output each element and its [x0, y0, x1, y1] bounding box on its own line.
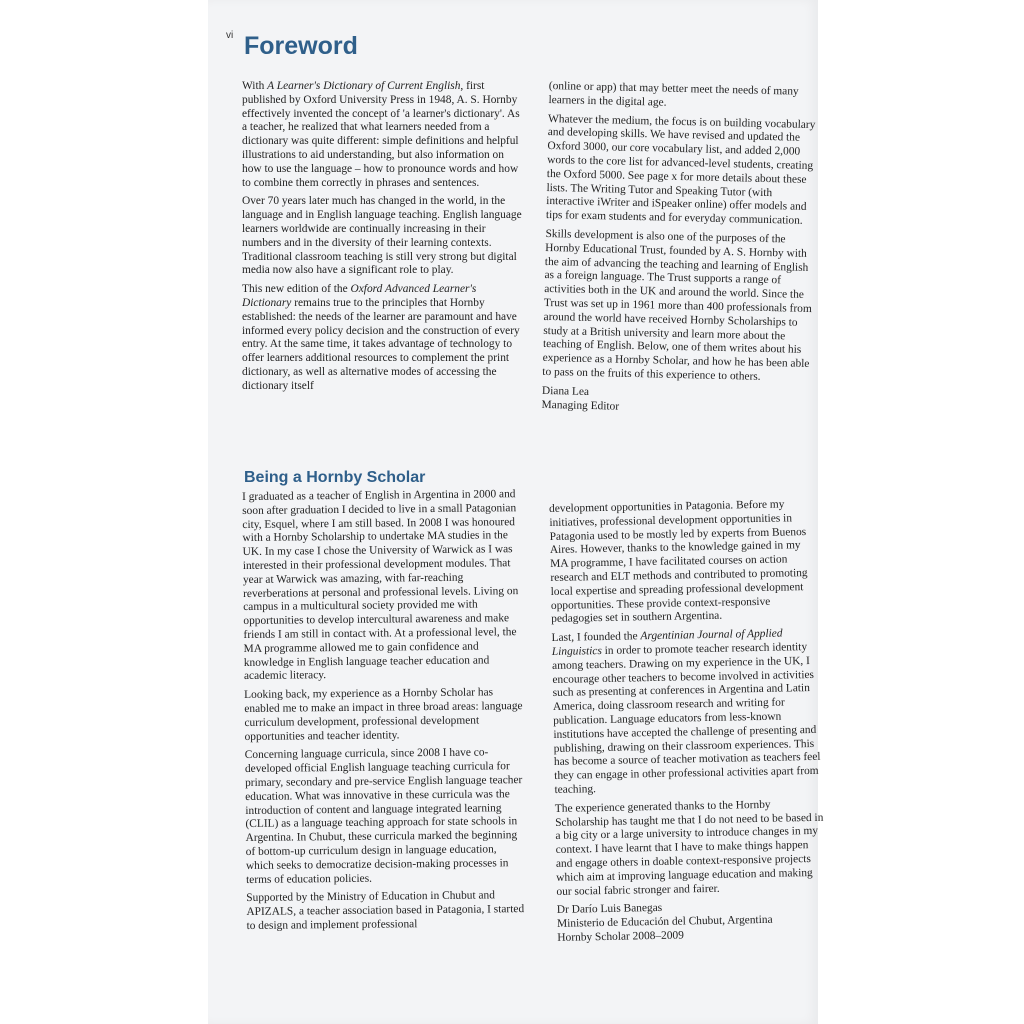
foreword-paragraph-1: With A Learner's Dictionary of Current English, first published by Oxford University Press in 1948, A. S. Hornby effectively invented the concept of 'a learner's dictionary'. As a teacher, he realized that what learners needed from a dictionary was quite different: simple definitions and helpful illustrations to aid understanding, but also information on how to use the language – how to pronounce words and how to combine them correctly in phrases and sentences. — [242, 80, 520, 189]
foreword-paragraph-4: (online or app) that may better meet the needs of many learners in the digital age. — [548, 80, 799, 109]
journal-title: Argentinian Journal of Applied Linguistics — [551, 627, 783, 658]
scholar-column-left — [242, 488, 527, 939]
scholar-signature-name: Dr Darío Luis Banegas — [556, 902, 663, 917]
scholar-paragraph-3: Concerning language curricula, since 2008 I have co-developed official English language teaching curricula for primary, secondary and pre-service English language teacher education. What was innovative in these curricula was the introduction of content and language integrated learning (CLIL) as a language teaching approach for state schools in Argentina. In Chubut, these curricula marked the beginning of bottom-up curriculum design in language education, which seeks to democratize decision-making processes in terms of education policies. — [244, 746, 523, 886]
scholar-paragraph-6: Last, I founded the Argentinian Journal of Applied Linguistics in order to promote teacher research identity among teachers. Drawing on my experience in the UK, I encourage other teachers to become involved in activities such as presenting at conferences in Argentina and Latin America, doing classroom research and writing for publication. Language educators from less-known institutions have accepted the challenge of presenting and publishing, drawing on their classroom experiences. This has become a source of teacher motivation as teachers feel they can engage in other professional activities apart from teaching. — [551, 627, 821, 796]
scholar-paragraph-5: development opportunities in Patagonia. Before my initiatives, professional development opportunities in Patagonia used to be mostly led by experts from Buenos Aires. However, thanks to the knowledge gained in my MA programme, I have facilitated courses on action research and ELT methods and contributed to promoting local expertise and spreading professional development opportunities. These provide context-responsive pedagogies set in southern Argentina. — [549, 498, 808, 626]
scholar-signature-role: Hornby Scholar 2008–2009 — [557, 929, 685, 944]
book-title: A Learner's Dictionary of Current English — [267, 80, 461, 92]
section-heading: Being a Hornby Scholar — [244, 469, 426, 486]
scholar-paragraph-2: Looking back, my experience as a Hornby Scholar has enabled me to make an impact in three broad areas: language curriculum development, professional development opportunities and teacher identity. — [244, 686, 523, 743]
scholar-paragraph-1: I graduated as a teacher of English in Argentina in 2000 and soon after graduation I decided to live in a small Patagonian city, Esquel, where I am still based. In 2008 I was honoured with a Hornby Scholarship to undertake MA studies in the UK. In my case I chose the University of Warwick as I was interested in their professional development modules. That year at Warwick was amazing, with far-reaching reverberations at personal and professional levels. Living on campus in a multicultural society provided me with opportunities to develop intercultural awareness and make friends I am still in contact with. At a professional level, the MA programme allowed me to gain confidence and knowledge in English language teacher education and academic literacy. — [242, 488, 519, 683]
scholar-paragraph-4: Supported by the Ministry of Education in Chubut and APIZALS, a teacher association based in Patagonia, I started to design and implement professional — [246, 889, 525, 932]
foreword-signature-name: Diana Lea — [541, 384, 590, 398]
scholar-column-right — [549, 498, 827, 946]
foreword-paragraph-6: Skills development is also one of the purposes of the Hornby Educational Trust, founded by A. S. Hornby with the aim of advancing the teaching and learning of English as a foreign language. The Trust supports a range of activities both in the UK and around the world. Since the Trust was set up in 1961 more than 400 professionals from around the world have received Hornby Scholarships to study at a British university and learn more about the teaching of English. Below, one of them writes about his experience as a Hornby Scholar, and how he has been able to pass on the fruits of this experience to others. — [542, 227, 812, 383]
page-number: vi — [226, 30, 234, 41]
foreword-column-left — [242, 80, 522, 399]
foreword-signature-role: Managing Editor — [541, 398, 620, 413]
page-title: Foreword — [244, 32, 358, 60]
dictionary-title: Oxford Advanced Learner's Dictionary — [242, 283, 477, 309]
scholar-paragraph-7: The experience generated thanks to the Hornby Scholarship has taught me that I do not need to be based in a big city or a large university to introduce changes in my context. I have learnt that I have to make things happen and engage others in doable context-responsive projects which aim at improving language education and making our social fabric stronger and fairer. — [554, 798, 824, 898]
foreword-paragraph-5: Whatever the medium, the focus is on building vocabulary and developing skills. We have revised and updated the Oxford 3000, our core vocabulary list, and added 2,000 words to the core list for advanced-level students, creating the Oxford 5000. See page x for more details about these lists. The Writing Tutor and Speaking Tutor (with interactive iWriter and iSpeaker online) offer models and tips for exam students and for everyday communication. — [545, 112, 816, 227]
foreword-paragraph-2: Over 70 years later much has changed in the world, in the language and in English language teaching. English language learners worldwide are continually increasing in their numbers and in the diversity of their learning contexts. Traditional classroom teaching is still very strong but digital media now also have a significant role to play. — [242, 195, 522, 277]
foreword-paragraph-3: This new edition of the Oxford Advanced Learner's Dictionary remains true to the principles that Hornby established: the needs of the learner are paramount and have informed every policy decision and the construction of every entry. At the same time, it takes advantage of technology to offer learners additional resources to complement the print dictionary, as well as alternative modes of accessing the dictionary itself — [242, 283, 520, 392]
foreword-column-right — [541, 80, 818, 418]
scholar-signature-org: Ministerio de Educación del Chubut, Argentina — [556, 913, 773, 931]
